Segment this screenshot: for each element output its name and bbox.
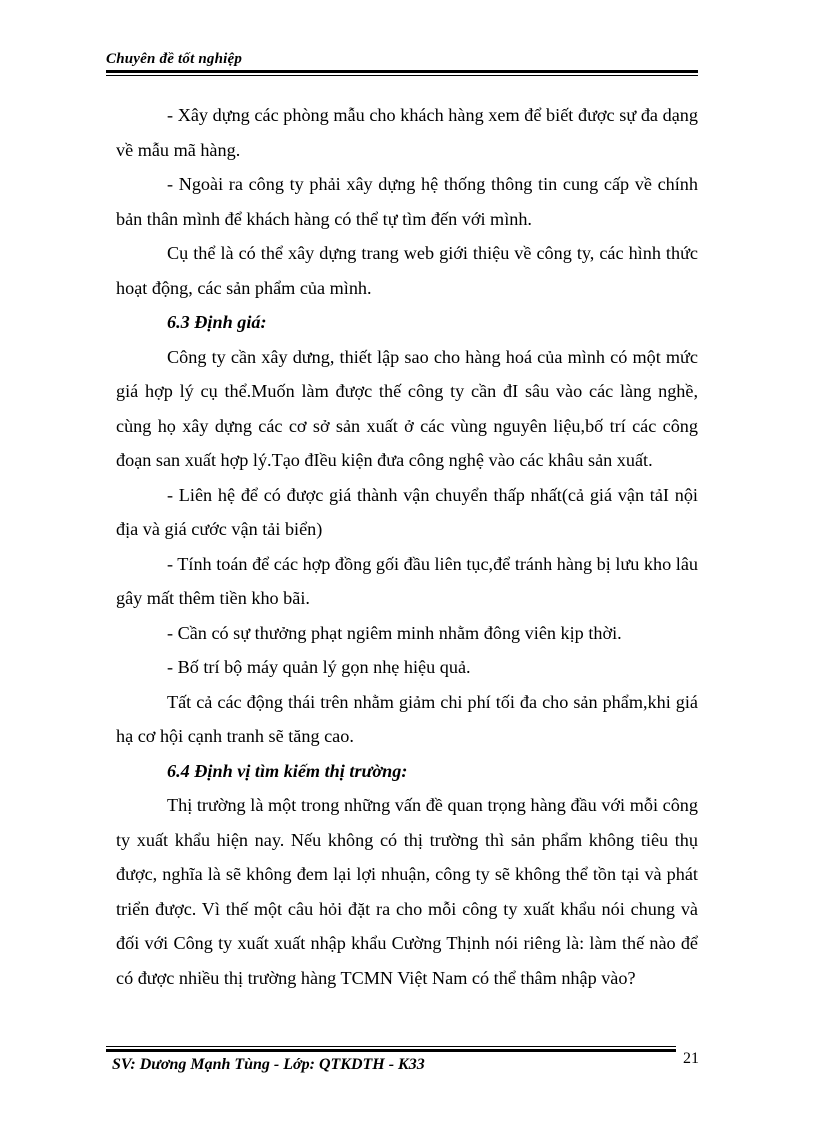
footer-author: SV: Dương Mạnh Tùng - Lớp: QTKDTH - K33 [112,1056,425,1073]
body-text [116,98,698,995]
header-title: Chuyên đề tốt nghiệp [106,51,243,67]
paragraph-transport: - Liên hệ để có được giá thành vận chuyển thấp nhất(cả giá vận tảI nội địa và giá cước vận tải biển) [116,484,698,539]
paragraph-pricing: Công ty cần xây dưng, thiết lập sao cho hàng hoá của mình có một mức giá hợp lý cụ thể.Muốn làm được thế công ty cần đI sâu vào các làng nghề, cùng họ xây dựng các cơ sở sản xuất ở các vùng nguyên liệu,bố trí các công đoạn san xuất hợp lý.Tạo đIều kiện đưa công nghệ vào các khâu sản xuất. [116,346,698,470]
page-footer [106,1046,698,1086]
paragraph-management: - Bố trí bộ máy quản lý gọn nhẹ hiệu quả. [167,657,471,677]
header-rule [106,70,698,73]
section-heading-market: 6.4 Định vị tìm kiếm thị trường: [167,760,408,781]
page-header [106,50,698,76]
paragraph-contracts: - Tính toán để các hợp đồng gối đầu liên tục,để tránh hàng bị lưu kho lâu gây mất thêm tiền kho bãi. [116,553,698,608]
footer-rule [106,1049,676,1052]
footer-rule-thin [106,1046,676,1047]
section-heading-pricing: 6.3 Định giá: [167,312,267,332]
header-rule-thin [106,75,698,76]
paragraph-website: Cụ thể là có thể xây dựng trang web giới thiệu về công ty, các hình thức hoạt động, các sản phẩm của mình. [116,243,698,298]
page-number: 21 [683,1050,699,1067]
paragraph-sample-rooms: - Xây dựng các phòng mẫu cho khách hàng xem để biết được sự đa dạng về mẫu mã hàng. [116,105,698,160]
paragraph-rewards: - Cần có sự thưởng phạt ngiêm minh nhằm đông viên kịp thời. [167,622,622,643]
paragraph-info-system: - Ngoài ra công ty phải xây dựng hệ thống thông tin cung cấp về chính bản thân mình để khách hàng có thể tự tìm đến với mình. [116,174,698,229]
paragraph-market: Thị trường là một trong những vấn đề quan trọng hàng đầu với mỗi công ty xuất khẩu hiện nay. Nếu không có thị trường thì sản phẩm không tiêu thụ được, nghĩa là sẽ không đem lại lợi nhuận, công ty sẽ không thể tồn tại và phát triển được. Vì thế một câu hỏi đặt ra cho mỗi công ty xuất khẩu nói chung và đối với Công ty xuất xuất nhập khẩu Cường Thịnh nói riêng là: làm thế nào để có được nhiều thị trường hàng TCMN Việt Nam có thể thâm nhập vào? [116,795,698,988]
paragraph-cost-reduction: Tất cả các động thái trên nhằm giảm chi phí tối đa cho sản phẩm,khi giá hạ cơ hội cạnh tranh sẽ tăng cao. [116,691,698,746]
